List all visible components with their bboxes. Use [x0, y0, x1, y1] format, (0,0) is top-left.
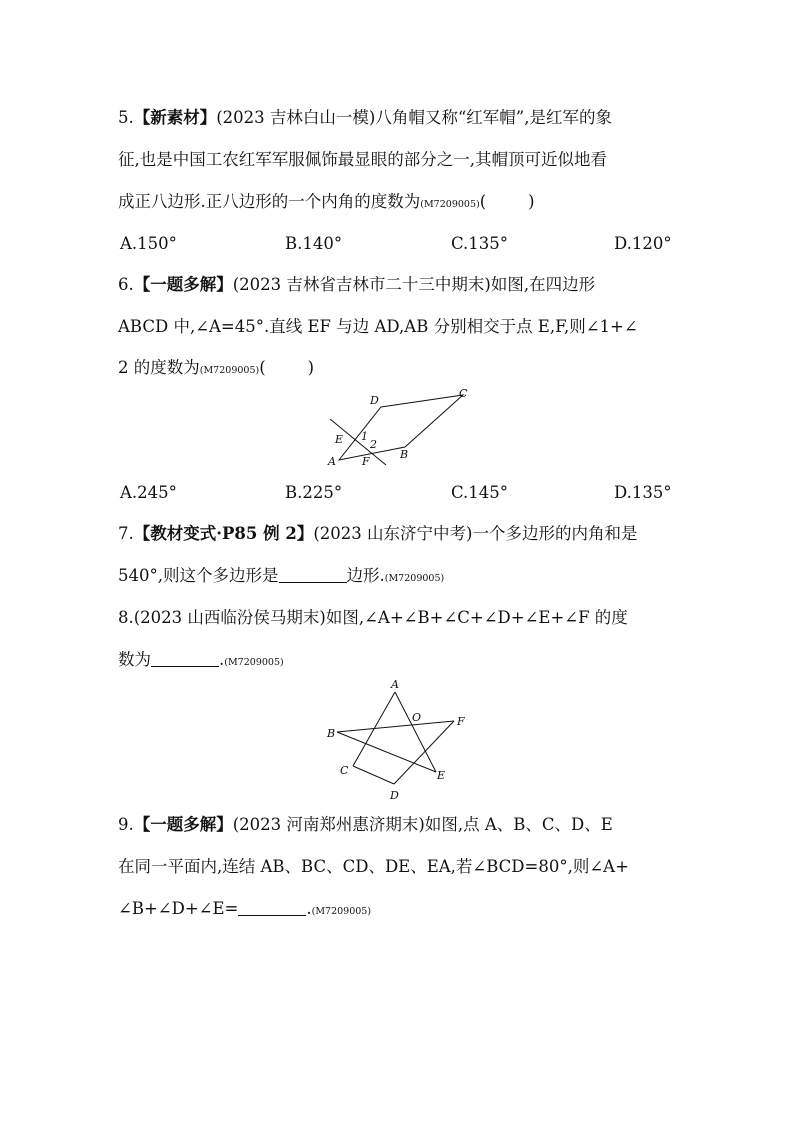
q7-text-3: 边形. — [346, 566, 385, 585]
q6-text-3: 2 的度数为 — [118, 358, 200, 377]
q8-code: (M7209005) — [224, 657, 284, 668]
q6-option-d: D.135° — [614, 483, 672, 502]
q8-text-1: 8.(2023 山西临汾侯马期末)如图,∠A+∠B+∠C+∠D+∠E+∠F 的度 — [118, 608, 628, 627]
q6-line-1 — [118, 275, 678, 295]
q6-option-b: B.225° — [285, 483, 343, 502]
q9-text-4: . — [306, 899, 312, 918]
q7-code: (M7209005) — [384, 573, 445, 584]
q5-option-c: C.135° — [451, 234, 509, 253]
q8-line-1 — [118, 608, 678, 628]
q6-quadrilateral-figure — [320, 385, 480, 470]
q8-line-ae — [395, 692, 436, 772]
q9-code: (M7209005) — [311, 906, 372, 917]
q6-line-3 — [118, 358, 678, 381]
q7-line-1 — [118, 524, 678, 544]
q6-text-2: ABCD 中,∠A=45°.直线 EF 与边 AD,AB 分别相交于点 E,F,则∠1+∠ — [118, 317, 638, 336]
q9-text-1: (2023 河南郑州惠济期末)如图,点 A、B、C、D、E — [232, 815, 613, 834]
q7-line-2 — [118, 566, 678, 589]
q5-text-2: 征,也是中国工农红军军服佩饰最显眼的部分之一,其帽顶可近似地看 — [118, 150, 607, 169]
q8-label-c: C — [340, 764, 349, 777]
q9-answer-blank[interactable] — [238, 901, 306, 916]
q9-line-2 — [118, 857, 678, 877]
q8-label-o: O — [412, 711, 422, 724]
q8-line-cd — [353, 766, 394, 784]
q8-text-2: 数为 — [118, 650, 151, 669]
q6-tag: 【一题多解】 — [133, 275, 233, 294]
q8-line-bf — [337, 721, 454, 732]
q5-text-1: (2023 吉林白山一模)八角帽又称“红军帽”,是红军的象 — [216, 108, 612, 127]
q9-number: 9. — [118, 815, 134, 834]
q7-text-1: (2023 山东济宁中考)一个多边形的内角和是 — [313, 524, 638, 543]
q8-label-e: E — [437, 769, 446, 782]
q6-label-d: D — [370, 394, 379, 407]
q8-label-a: A — [391, 678, 399, 691]
q8-label-b: B — [327, 727, 336, 740]
q6-label-2: 2 — [370, 438, 377, 451]
q5-option-d: D.120° — [614, 234, 672, 253]
q5-option-b: B.140° — [285, 234, 343, 253]
q8-line-be — [337, 732, 436, 772]
q5-number: 5. — [118, 108, 134, 127]
q5-code: (M7209005) — [420, 199, 480, 210]
q7-tag: 【教材变式·P85 例 2】 — [133, 524, 314, 543]
q9-line-3 — [118, 899, 678, 922]
q6-label-f: F — [362, 455, 370, 468]
q6-option-c: C.145° — [451, 483, 509, 502]
q9-tag: 【一题多解】 — [133, 815, 233, 834]
q7-text-2: 540°,则这个多边形是 — [118, 566, 279, 585]
q6-number: 6. — [118, 275, 134, 294]
q5-text-3: 成正八边形.正八边形的一个内角的度数为 — [118, 192, 421, 211]
q8-text-3: . — [219, 650, 225, 669]
q5-line-3 — [118, 192, 678, 215]
q6-label-e: E — [335, 433, 344, 446]
q6-paren: ( ) — [259, 358, 315, 377]
q8-star-figure — [320, 675, 470, 805]
q9-line-1 — [118, 815, 678, 835]
q7-number: 7. — [118, 524, 134, 543]
q5-line-1 — [118, 108, 678, 128]
q5-tag: 【新素材】 — [133, 108, 217, 127]
q9-text-2: 在同一平面内,连结 AB、BC、CD、DE、EA,若∠BCD=80°,则∠A+ — [118, 857, 629, 876]
q6-label-a: A — [328, 455, 336, 468]
q6-label-b: B — [400, 448, 409, 461]
q6-option-a: A.245° — [120, 483, 177, 502]
q5-line-2 — [118, 150, 678, 170]
q6-line-2 — [118, 317, 678, 337]
q8-label-f: F — [457, 715, 465, 728]
q8-label-d: D — [390, 789, 399, 802]
q6-label-c: C — [459, 387, 468, 400]
q8-line-2 — [118, 650, 678, 673]
q7-answer-blank[interactable] — [279, 568, 347, 583]
q9-text-3: ∠B+∠D+∠E= — [118, 899, 239, 918]
q6-text-1: (2023 吉林省吉林市二十三中期末)如图,在四边形 — [232, 275, 596, 294]
q8-answer-blank[interactable] — [151, 652, 219, 667]
q6-label-1: 1 — [361, 430, 368, 443]
q5-option-a: A.150° — [120, 234, 177, 253]
q5-paren: ( ) — [479, 192, 535, 211]
q6-code: (M7209005) — [199, 365, 260, 376]
